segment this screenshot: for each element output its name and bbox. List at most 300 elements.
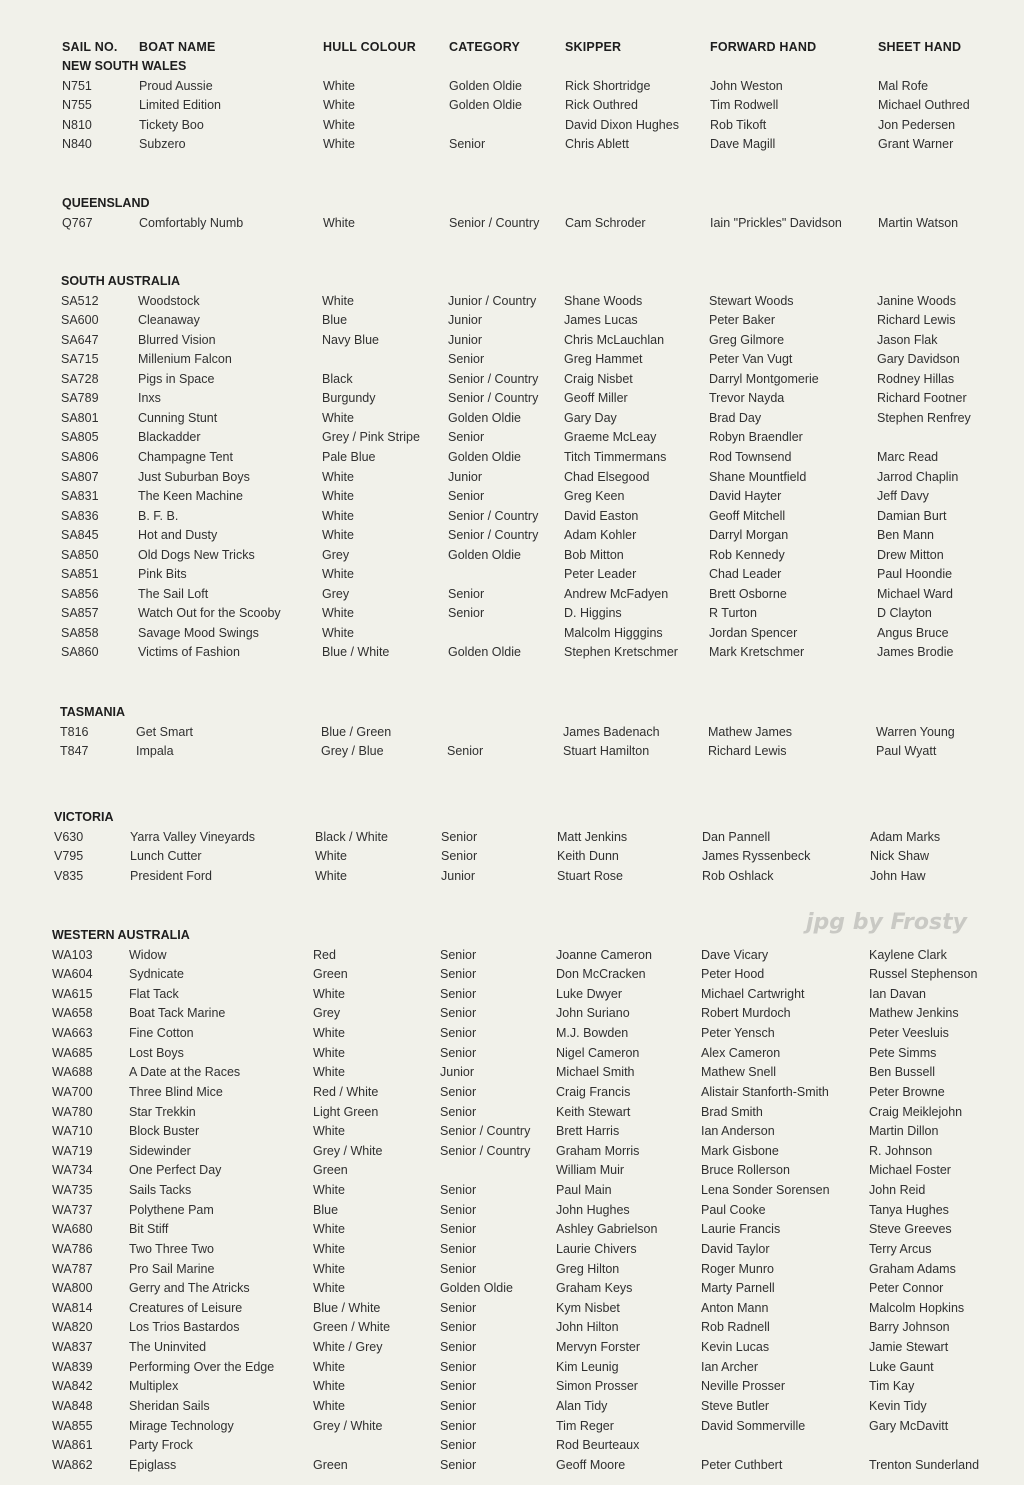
cell-boat-name: Old Dogs New Tricks [138,547,255,562]
cell-hull-colour: White [322,293,354,308]
cell-boat-name: Performing Over the Edge [129,1359,275,1374]
cell-sail-no: WA820 [52,1320,93,1335]
table-row [0,624,1024,642]
column-header-row [0,38,1024,56]
cell-category: Golden Oldie [440,1281,513,1296]
cell-forward-hand: Laurie Francis [701,1222,781,1237]
cell-hull-colour: Blue [322,313,348,328]
cell-sheet-hand: Jarrod Chaplin [877,469,959,484]
cell-skipper: Stephen Kretschmer [564,645,678,660]
table-row [0,526,1024,544]
cell-hull-colour: Blue [313,1202,339,1217]
cell-skipper: Ashley Gabrielson [556,1222,658,1237]
cell-skipper: Simon Prosser [556,1379,638,1394]
cell-category: Senior [440,1202,477,1217]
cell-hull-colour: Blue / White [313,1300,381,1315]
cell-boat-name: Pink Bits [138,567,187,582]
cell-sail-no: SA807 [61,469,99,484]
table-row [0,565,1024,583]
table-row [0,1103,1024,1121]
table-row [0,985,1024,1003]
cell-sail-no: WA658 [52,1006,93,1021]
cell-forward-hand: Lena Sonder Sorensen [701,1183,830,1198]
table-row [0,116,1024,134]
cell-forward-hand: R Turton [709,606,757,621]
cell-sheet-hand: R. Johnson [869,1143,933,1158]
cell-skipper: John Hilton [556,1320,619,1335]
cell-skipper: Craig Francis [556,1084,631,1099]
cell-category: Golden Oldie [449,78,522,93]
cell-sail-no: WA663 [52,1026,93,1041]
cell-hull-colour: White [315,849,347,864]
state-heading-label: NEW SOUTH WALES [62,59,187,73]
cell-sail-no: WA842 [52,1379,93,1394]
table-row [0,214,1024,232]
cell-boat-name: Block Buster [129,1124,200,1139]
cell-sail-no: WA855 [52,1418,93,1433]
cell-sail-no: WA688 [52,1065,93,1080]
cell-sail-no: SA851 [61,567,99,582]
cell-sheet-hand: Pete Simms [869,1045,937,1060]
cell-sheet-hand: Paul Hoondie [877,567,953,582]
table-row [0,546,1024,564]
cell-boat-name: The Uninvited [129,1340,207,1355]
cell-hull-colour: White [313,1065,345,1080]
cell-hull-colour: White [323,98,355,113]
cell-forward-hand: Peter Van Vugt [709,352,793,367]
cell-hull-colour: White [313,1359,345,1374]
cell-sail-no: SA647 [61,332,99,347]
cell-hull-colour: Green [313,967,348,982]
cell-category: Senior / Country [448,371,539,386]
table-row [0,409,1024,427]
cell-sheet-hand: Ben Mann [877,528,934,543]
cell-sail-no: WA862 [52,1457,93,1472]
cell-boat-name: Tickety Boo [139,117,204,132]
cell-category: Junior [440,1065,475,1080]
cell-sheet-hand: Richard Lewis [877,313,956,328]
cell-sail-no: SA600 [61,313,99,328]
cell-forward-hand: David Taylor [701,1241,770,1256]
cell-hull-colour: White [323,137,355,152]
cell-sheet-hand: Peter Browne [869,1084,945,1099]
cell-sail-no: WA700 [52,1084,93,1099]
cell-boat-name: Cleanaway [138,313,200,328]
cell-sheet-hand: Angus Bruce [877,625,949,640]
cell-sail-no: SA728 [61,371,99,386]
cell-category: Junior [448,469,483,484]
cell-sail-no: WA786 [52,1241,93,1256]
cell-hull-colour: White [323,117,355,132]
cell-skipper: Brett Harris [556,1124,620,1139]
cell-category: Golden Oldie [448,410,521,425]
state-heading [0,703,1024,721]
table-row [0,1201,1024,1219]
cell-sail-no: WA719 [52,1143,93,1158]
cell-sail-no: SA789 [61,391,99,406]
cell-category: Golden Oldie [448,449,521,464]
cell-sheet-hand: Richard Footner [877,391,967,406]
cell-category: Senior [448,489,485,504]
cell-sail-no: N810 [62,117,92,132]
cell-boat-name: Champagne Tent [138,449,233,464]
cell-skipper: Kym Nisbet [556,1300,620,1315]
cell-sheet-hand: Rodney Hillas [877,371,955,386]
table-row [0,389,1024,407]
cell-hull-colour: Grey / Blue [321,744,384,759]
state-heading-label: TASMANIA [60,705,126,719]
cell-skipper: Geoff Moore [556,1457,626,1472]
cell-boat-name: Sails Tacks [129,1183,192,1198]
cell-skipper: Luke Dwyer [556,986,622,1001]
cell-boat-name: Boat Tack Marine [129,1006,226,1021]
cell-hull-colour: White [313,1261,345,1276]
cell-hull-colour: White [322,625,354,640]
cell-category: Senior [440,986,477,1001]
cell-skipper: Alan Tidy [556,1398,608,1413]
cell-category: Senior [440,1340,477,1355]
table-row [0,428,1024,446]
cell-skipper: Joanne Cameron [556,947,652,962]
cell-skipper: Don McCracken [556,967,646,982]
cell-sheet-hand: Janine Woods [877,293,956,308]
cell-hull-colour: White [323,78,355,93]
cell-boat-name: Limited Edition [139,98,221,113]
cell-sheet-hand: Kaylene Clark [869,947,947,962]
cell-sheet-hand: Ian Davan [869,986,926,1001]
cell-forward-hand: Mark Kretschmer [709,645,805,660]
table-row [0,1161,1024,1179]
cell-sheet-hand: Nick Shaw [870,849,930,864]
cell-sheet-hand: Martin Dillon [869,1124,939,1139]
table-row [0,96,1024,114]
cell-boat-name: Widow [129,947,167,962]
cell-sheet-hand: Martin Watson [878,215,959,230]
cell-forward-hand: Brad Smith [701,1104,763,1119]
cell-forward-hand: Dan Pannell [702,829,771,844]
cell-category: Senior [440,1261,477,1276]
cell-forward-hand: Trevor Nayda [709,391,785,406]
cell-sail-no: WA737 [52,1202,93,1217]
cell-category: Senior [440,1104,477,1119]
cell-sail-no: WA787 [52,1261,93,1276]
cell-category: Golden Oldie [449,98,522,113]
cell-sheet-hand: Jon Pedersen [878,117,956,132]
cell-hull-colour: Burgundy [322,391,376,406]
cell-sheet-hand: Adam Marks [870,829,941,844]
cell-sheet-hand: Michael Foster [869,1163,951,1178]
cell-hull-colour: White [313,1183,345,1198]
cell-boat-name: Mirage Technology [129,1418,234,1433]
table-row [0,1358,1024,1376]
header-category: CATEGORY [449,40,521,54]
cell-category: Golden Oldie [448,547,521,562]
cell-hull-colour: White / Grey [313,1340,383,1355]
cell-skipper: Graham Keys [556,1281,633,1296]
cell-sheet-hand: D Clayton [877,606,932,621]
cell-category: Senior / Country [449,215,540,230]
cell-sheet-hand: Damian Burt [877,508,947,523]
cell-hull-colour: Grey / Pink Stripe [322,430,420,445]
cell-sail-no: V835 [54,868,84,883]
cell-sail-no: WA685 [52,1045,93,1060]
cell-category: Senior [440,967,477,982]
cell-skipper: Keith Stewart [556,1104,631,1119]
cell-hull-colour: Grey / White [313,1143,383,1158]
cell-skipper: Craig Nisbet [564,371,633,386]
cell-category: Senior [440,947,477,962]
cell-skipper: Malcolm Higggins [564,625,663,640]
cell-skipper: Andrew McFadyen [564,586,669,601]
cell-skipper: D. Higgins [564,606,622,621]
cell-forward-hand: Greg Gilmore [709,332,785,347]
cell-boat-name: A Date at the Races [129,1065,241,1080]
table-row [0,1260,1024,1278]
cell-forward-hand: Peter Baker [709,313,776,328]
cell-sail-no: V795 [54,849,84,864]
cell-skipper: Graham Morris [556,1143,640,1158]
cell-forward-hand: Steve Butler [701,1398,770,1413]
table-row [0,468,1024,486]
cell-hull-colour: White [322,410,354,425]
cell-skipper: Greg Keen [564,489,625,504]
cell-sail-no: SA858 [61,625,99,640]
cell-skipper: M.J. Bowden [556,1026,629,1041]
cell-skipper: James Lucas [564,313,638,328]
table-row [0,742,1024,760]
header-sheet-hand: SHEET HAND [878,40,962,54]
cell-category: Senior [440,1398,477,1413]
cell-category: Senior [440,1026,477,1041]
cell-skipper: Kim Leunig [556,1359,619,1374]
cell-skipper: Chris Ablett [565,137,629,152]
cell-category: Senior [440,1241,477,1256]
state-heading [0,194,1024,212]
cell-category: Senior [440,1045,477,1060]
cell-forward-hand: Neville Prosser [701,1379,786,1394]
cell-sail-no: WA735 [52,1183,93,1198]
table-row [0,965,1024,983]
cell-sail-no: WA780 [52,1104,93,1119]
state-heading [0,57,1024,75]
header-hull-colour: HULL COLOUR [323,40,416,54]
cell-sheet-hand: Peter Veesluis [869,1026,949,1041]
cell-forward-hand: Michael Cartwright [701,986,805,1001]
cell-forward-hand: Rob Oshlack [702,868,774,883]
cell-skipper: Gary Day [564,410,617,425]
cell-forward-hand: Robert Murdoch [701,1006,791,1021]
cell-forward-hand: Tim Rodwell [710,98,779,113]
cell-category: Junior / Country [448,293,537,308]
cell-category: Senior [440,1379,477,1394]
cell-sail-no: WA680 [52,1222,93,1237]
cell-sheet-hand: Luke Gaunt [869,1359,934,1374]
cell-hull-colour: Red / White [313,1084,379,1099]
cell-boat-name: The Sail Loft [138,586,209,601]
cell-category: Senior [440,1300,477,1315]
cell-sail-no: SA806 [61,449,99,464]
state-heading-label: VICTORIA [54,810,114,824]
header-sail-no: SAIL NO. [62,40,118,54]
cell-hull-colour: White [322,606,354,621]
cell-boat-name: Impala [136,744,174,759]
cell-sail-no: SA715 [61,352,99,367]
cell-boat-name: Los Trios Bastardos [129,1320,240,1335]
cell-boat-name: Polythene Pam [129,1202,214,1217]
cell-boat-name: Proud Aussie [139,78,213,93]
table-row [0,487,1024,505]
cell-boat-name: Cunning Stunt [138,410,218,425]
cell-sheet-hand: Russel Stephenson [869,967,978,982]
cell-forward-hand: Robyn Braendler [709,430,803,445]
cell-boat-name: Gerry and The Atricks [129,1281,250,1296]
table-row [0,331,1024,349]
cell-sheet-hand: Marc Read [877,449,939,464]
cell-sail-no: T847 [60,744,89,759]
cell-category: Senior / Country [448,391,539,406]
cell-sheet-hand: Mathew Jenkins [869,1006,959,1021]
table-row [0,507,1024,525]
cell-skipper: Shane Woods [564,293,643,308]
table-row [0,1004,1024,1022]
cell-skipper: John Suriano [556,1006,630,1021]
cell-sail-no: SA856 [61,586,99,601]
cell-sail-no: SA845 [61,528,99,543]
cell-boat-name: One Perfect Day [129,1163,222,1178]
cell-hull-colour: White [322,528,354,543]
cell-sail-no: SA836 [61,508,99,523]
cell-boat-name: Millenium Falcon [138,352,232,367]
cell-category: Junior [448,332,483,347]
table-row [0,1397,1024,1415]
cell-sheet-hand: Terry Arcus [869,1241,932,1256]
cell-forward-hand: David Sommerville [701,1418,806,1433]
cell-hull-colour: White [323,215,355,230]
cell-hull-colour: White [322,508,354,523]
cell-category: Senior / Country [440,1124,531,1139]
table-row [0,448,1024,466]
cell-sheet-hand: Gary Davidson [877,352,960,367]
cell-boat-name: B. F. B. [138,508,179,523]
table-row [0,1318,1024,1336]
cell-forward-hand: Brad Day [709,410,762,425]
cell-forward-hand: David Hayter [709,489,782,504]
cell-boat-name: Subzero [139,137,186,152]
cell-boat-name: Pro Sail Marine [129,1261,215,1276]
cell-hull-colour: White [313,1026,345,1041]
table-row [0,1436,1024,1454]
cell-skipper: Matt Jenkins [557,829,628,844]
cell-boat-name: Blurred Vision [138,332,216,347]
cell-sail-no: SA857 [61,606,99,621]
cell-skipper: Stuart Rose [557,868,624,883]
cell-boat-name: President Ford [130,868,212,883]
cell-sheet-hand: Graham Adams [869,1261,956,1276]
cell-skipper: Peter Leader [564,567,637,582]
table-row [0,350,1024,368]
cell-sheet-hand: Kevin Tidy [869,1398,927,1413]
cell-forward-hand: Chad Leader [709,567,782,582]
table-row [0,1417,1024,1435]
cell-boat-name: Woodstock [138,293,200,308]
cell-sheet-hand: Trenton Sunderland [869,1457,980,1472]
cell-boat-name: Two Three Two [129,1241,214,1256]
cell-boat-name: Watch Out for the Scooby [138,606,281,621]
cell-skipper: Titch Timmermans [564,449,667,464]
cell-hull-colour: Blue / White [322,645,390,660]
cell-boat-name: Three Blind Mice [129,1084,223,1099]
table-row [0,585,1024,603]
cell-boat-name: The Keen Machine [138,489,243,504]
cell-category: Senior / Country [448,508,539,523]
cell-sheet-hand: Ben Bussell [869,1065,936,1080]
state-heading-label: WESTERN AUSTRALIA [52,928,190,942]
cell-forward-hand: James Ryssenbeck [702,849,811,864]
cell-category: Senior [440,1438,477,1453]
cell-boat-name: Multiplex [129,1379,179,1394]
cell-hull-colour: White [313,1379,345,1394]
cell-sheet-hand: Malcolm Hopkins [869,1300,965,1315]
cell-sail-no: V630 [54,829,84,844]
cell-skipper: William Muir [556,1163,625,1178]
cell-sail-no: SA805 [61,430,99,445]
cell-sail-no: WA734 [52,1163,93,1178]
table-row [0,1240,1024,1258]
cell-category: Senior / Country [440,1143,531,1158]
table-row [0,135,1024,153]
cell-hull-colour: Black / White [315,829,388,844]
table-row [0,867,1024,885]
cell-skipper: Rick Shortridge [565,78,651,93]
cell-sail-no: Q767 [62,215,93,230]
cell-category: Senior [440,1457,477,1472]
cell-sheet-hand: Craig Meiklejohn [869,1104,963,1119]
cell-sail-no: WA103 [52,947,93,962]
cell-skipper: Tim Reger [556,1418,614,1433]
header-forward-hand: FORWARD HAND [710,40,817,54]
cell-sail-no: WA604 [52,967,93,982]
cell-boat-name: Star Trekkin [129,1104,196,1119]
cell-hull-colour: White [313,1241,345,1256]
table-row [0,1220,1024,1238]
cell-sheet-hand: James Brodie [877,645,954,660]
cell-sail-no: N751 [62,78,92,93]
cell-hull-colour: Navy Blue [322,332,379,347]
cell-hull-colour: Red [313,947,336,962]
cell-category: Senior [448,606,485,621]
cell-hull-colour: Light Green [313,1104,379,1119]
table-row [0,828,1024,846]
cell-forward-hand: John Weston [710,78,783,93]
table-row [0,1279,1024,1297]
cell-boat-name: Sidewinder [129,1143,191,1158]
cell-category: Senior [440,1006,477,1021]
cell-sail-no: N840 [62,137,92,152]
table-row [0,292,1024,310]
table-row [0,311,1024,329]
cell-category: Golden Oldie [448,645,521,660]
cell-boat-name: Hot and Dusty [138,528,218,543]
cell-sail-no: WA839 [52,1359,93,1374]
cell-hull-colour: Pale Blue [322,449,376,464]
cell-boat-name: Creatures of Leisure [129,1300,243,1315]
cell-skipper: Keith Dunn [557,849,619,864]
table-row [0,1083,1024,1101]
table-row [0,1181,1024,1199]
cell-boat-name: Epiglass [129,1457,177,1472]
cell-boat-name: Flat Tack [129,986,179,1001]
cell-category: Senior [440,1320,477,1335]
